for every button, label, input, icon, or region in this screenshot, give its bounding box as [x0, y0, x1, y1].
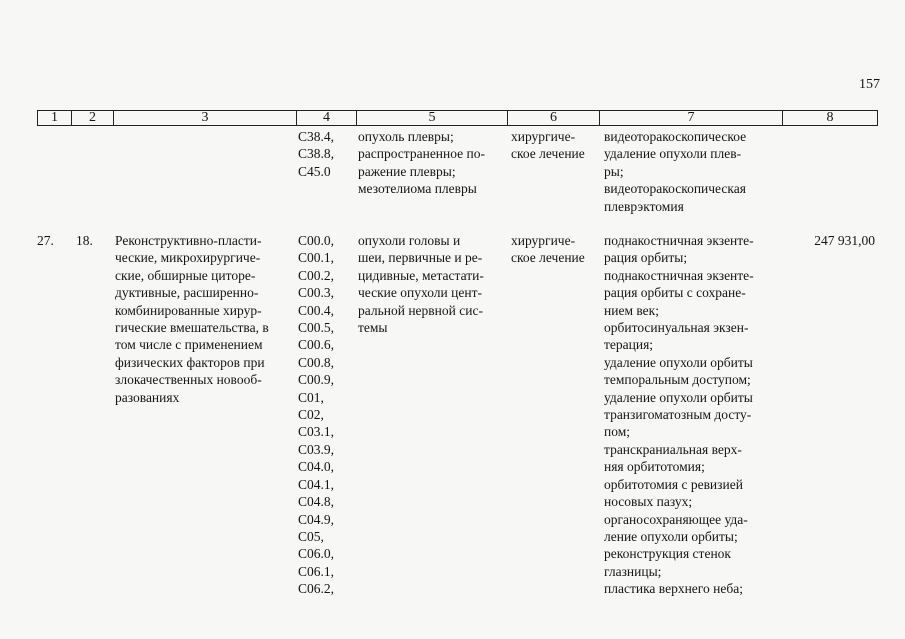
continuation-diagnosis: опухоль плевры; распространенное по- ражение плевры; мезотелиома плевры: [358, 129, 486, 197]
continuation-icd-codes: C38.4, C38.8, C45.0: [298, 129, 335, 179]
column-header-5: 5: [356, 111, 507, 125]
column-header-2: 2: [71, 111, 113, 125]
group-number: 18.: [76, 233, 93, 248]
continuation-treatment-method: видеоторакоскопическое удаление опухоли плев- ры; видеоторакоскопическая плеврэктомия: [604, 129, 747, 214]
cost-value: 247 931,00: [814, 233, 875, 248]
icd-codes: C00.0, C00.1, C00.2, C00.3, C00.4, C00.5, C00.6, C00.8, C00.9, C01, C02, C03.1, C03.9, C04.0, C04.1, C04.8, C04.9, C05, C06.0, C06.1, C06.2,: [298, 233, 335, 597]
column-header-4: 4: [296, 111, 356, 125]
continuation-treatment-type: хирургиче- ское лечение: [511, 129, 585, 162]
column-header-7: 7: [599, 111, 782, 125]
row-number: 27.: [37, 233, 54, 248]
column-header-3: 3: [113, 111, 296, 125]
diagnosis-model: опухоли головы и шеи, первичные и ре- цидивные, метастати- ческие опухоли цент- ральной нервной сис- темы: [358, 233, 484, 336]
column-header-1: 1: [51, 110, 58, 125]
column-header-6: 6: [507, 111, 599, 125]
treatment-type: хирургиче- ское лечение: [511, 233, 585, 266]
table-header-row: [37, 110, 878, 126]
care-type-name: Реконструктивно-пласти- ческие, микрохирургиче- ские, обширные циторе- дуктивные, расширенно- комбинированные хирур- гические вмешательства, в том числе с применением физических факторов при злокачественных новооб- разованиях: [115, 233, 269, 405]
column-header-8: 8: [782, 111, 877, 125]
page-number: 157: [859, 77, 880, 92]
treatment-method: поднакостничная экзенте- рация орбиты; поднакостничная экзенте- рация орбиты с сохране- нием век; орбитосинуальная экзен- терация; удаление опухоли орбиты темпоральным доступом; удаление опухоли орбиты транзигоматозным досту- пом; транскраниальная верх- няя орбитотомия; орбитотомия с ревизией носовых пазух; органосохраняющее уда- ление опухоли орбиты; реконструкция стенок глазницы; пластика верхнего неба;: [604, 233, 754, 597]
